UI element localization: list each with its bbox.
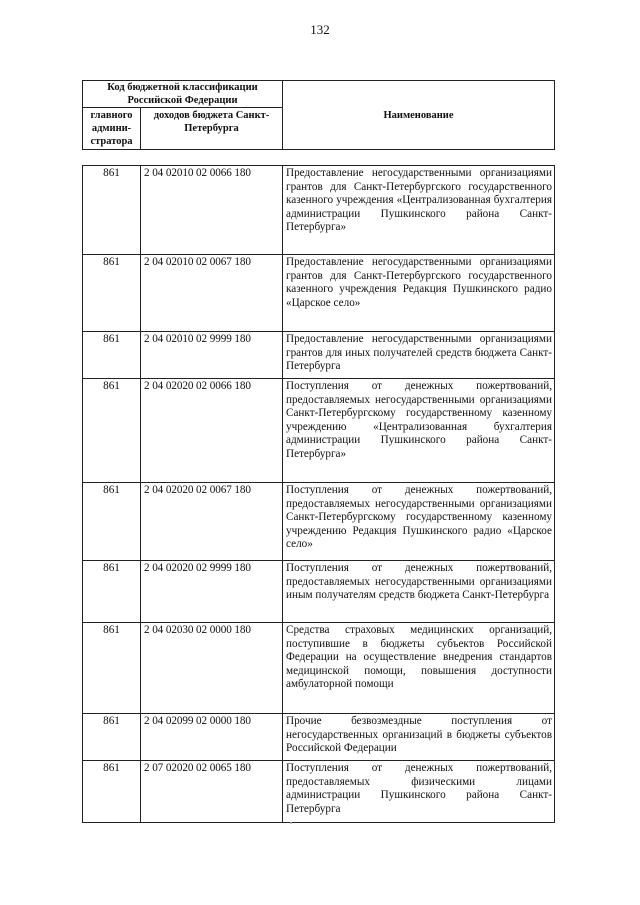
header-name-column: Наименование xyxy=(283,81,555,150)
table-row xyxy=(83,761,555,823)
income-code-cell: 2 04 02010 02 9999 180 xyxy=(141,332,283,379)
table-header xyxy=(82,80,555,150)
admin-code-cell: 861 xyxy=(83,255,141,332)
table-row xyxy=(83,332,555,379)
name-cell: Поступления от денежных пожертвований, предоставляемых негосударственными организациями иным получателям средств бюджета Санкт-Петербурга xyxy=(283,561,555,623)
admin-code-cell: 861 xyxy=(83,761,141,823)
name-cell: Средства страховых медицинских организаций, поступившие в бюджеты субъектов Российской Федерации на осуществление внедрения стандартов медицинской помощи, повышения доступности амбулаторной помощи xyxy=(283,623,555,714)
admin-code-cell: 861 xyxy=(83,714,141,761)
name-cell: Прочие безвозмездные поступления от негосударственных организаций в бюджеты субъектов Российской Федерации xyxy=(283,714,555,761)
income-code-cell: 2 04 02020 02 0067 180 xyxy=(141,483,283,561)
name-cell: Предоставление негосударственными организациями грантов для Санкт-Петербургского государственного казенного учреждения «Централизованная бухгалтерия администрации Пушкинского района Санкт-Петербурга» xyxy=(283,166,555,255)
table-row xyxy=(83,166,555,255)
table-row xyxy=(83,483,555,561)
admin-code-cell: 861 xyxy=(83,483,141,561)
table-row xyxy=(83,379,555,483)
admin-code-cell: 861 xyxy=(83,561,141,623)
income-code-cell: 2 04 02010 02 0066 180 xyxy=(141,166,283,255)
income-code-cell: 2 04 02099 02 0000 180 xyxy=(141,714,283,761)
header-admin-column: главного админи-стратора xyxy=(83,108,141,150)
income-code-cell: 2 04 02020 02 9999 180 xyxy=(141,561,283,623)
header-budget-code-group: Код бюджетной классификации Российской Федерации xyxy=(83,81,283,108)
name-cell: Предоставление негосударственными организациями грантов для иных получателей средств бюджета Санкт-Петербурга xyxy=(283,332,555,379)
classification-table xyxy=(82,165,555,823)
name-cell: Поступления от денежных пожертвований, предоставляемых негосударственными организациями Санкт-Петербургскому государственному казенному учреждению «Централизованная бухгалтерия администрации Пушкинского района Санкт-Петербурга» xyxy=(283,379,555,483)
name-cell: Предоставление негосударственными организациями грантов для Санкт-Петербургского государственного казенного учреждения Редакция Пушкинского радио «Царское село» xyxy=(283,255,555,332)
table-row xyxy=(83,623,555,714)
table-row xyxy=(83,255,555,332)
income-code-cell: 2 04 02030 02 0000 180 xyxy=(141,623,283,714)
scan-speck xyxy=(290,822,292,824)
page-number: 132 xyxy=(310,22,330,37)
admin-code-cell: 861 xyxy=(83,623,141,714)
name-cell: Поступления от денежных пожертвований, предоставляемых физическими лицами администрации Пушкинского района Санкт-Петербурга xyxy=(283,761,555,823)
income-code-cell: 2 07 02020 02 0065 180 xyxy=(141,761,283,823)
header-income-column: доходов бюджета Санкт-Петербурга xyxy=(141,108,283,150)
admin-code-cell: 861 xyxy=(83,379,141,483)
income-code-cell: 2 04 02020 02 0066 180 xyxy=(141,379,283,483)
name-cell: Поступления от денежных пожертвований, предоставляемых негосударственными организациями Санкт-Петербургскому государственному казенному учреждению Редакция Пушкинского радио «Царское село» xyxy=(283,483,555,561)
table-row xyxy=(83,561,555,623)
table-row xyxy=(83,714,555,761)
admin-code-cell: 861 xyxy=(83,166,141,255)
income-code-cell: 2 04 02010 02 0067 180 xyxy=(141,255,283,332)
admin-code-cell: 861 xyxy=(83,332,141,379)
